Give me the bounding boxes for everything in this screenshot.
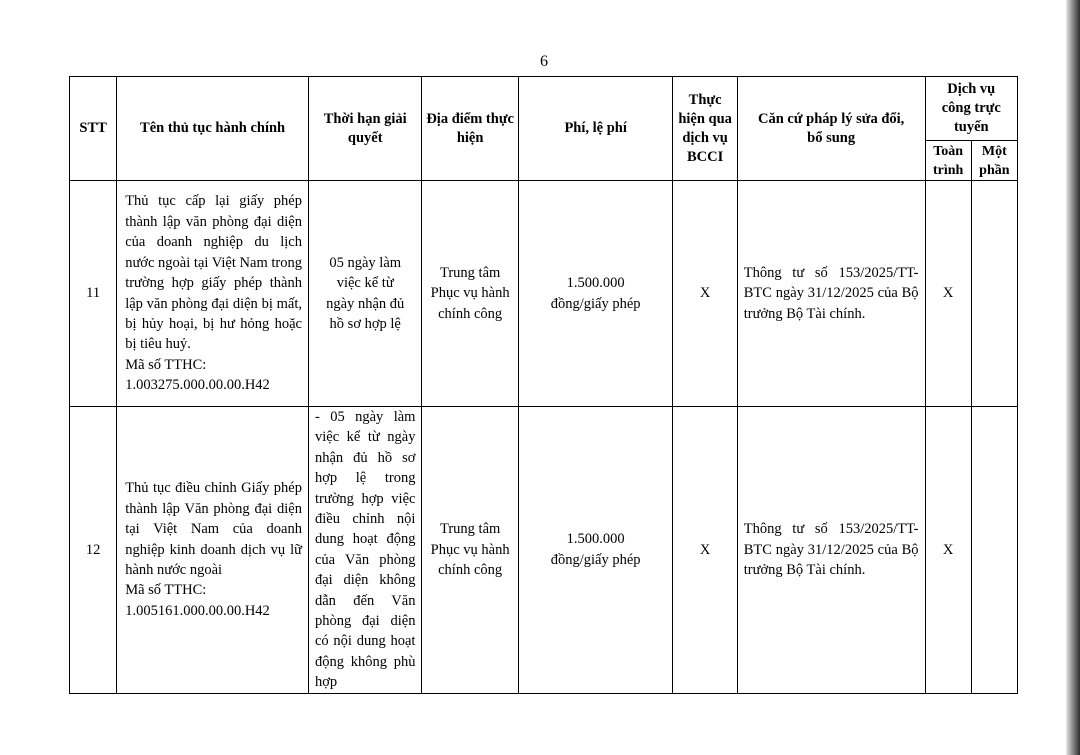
header-processing-time: Thời hạn giải quyết (308, 77, 421, 181)
procedure-name-text: Thủ tục điều chỉnh Giấy phép thành lập Văn phòng đại diện tại Việt Nam của doanh nghiệp kinh doanh dịch vụ lữ hành nước ngoài (125, 480, 302, 579)
page-number: 6 (540, 53, 548, 70)
table-row (70, 181, 1018, 407)
fee-unit: đồng/giấy phép (550, 551, 641, 568)
row-fee (518, 181, 673, 407)
row-processing-time: - 05 ngày làm việc kể từ ngày nhận đủ hồ sơ hợp lệ trong trường hợp việc điều chỉnh nội dung hoạt động của Văn phòng đại diện không dẫn đến Văn phòng đại diện có nội dung hoạt động không phù hợp (308, 407, 421, 694)
procedure-code: 1.005161.000.00.00.H42 (125, 602, 270, 619)
header-bcci: Thực hiện qua dịch vụ BCCI (673, 77, 737, 181)
procedure-code: 1.003275.000.00.00.H42 (125, 377, 270, 394)
fee-unit: đồng/giấy phép (550, 295, 641, 312)
header-procedure-name: Tên thủ tục hành chính (117, 77, 309, 181)
row-place: Trung tâm Phục vụ hành chính công (422, 407, 518, 694)
header-online-full: Toàn trình (925, 141, 971, 181)
row-stt: 11 (70, 181, 117, 407)
procedure-name-text: Thủ tục cấp lại giấy phép thành lập văn phòng đại diện của doanh nghiệp du lịch nước ngoài tại Việt Nam trong trường hợp giấy phép thành lập văn phòng đại diện bị mất, bị hủy hoại, bị hư hỏng hoặc bị tiêu huỷ. (125, 193, 302, 353)
procedure-code-label: Mã số TTHC: (125, 356, 207, 373)
procedures-table (69, 76, 1018, 694)
header-fee: Phí, lệ phí (518, 77, 673, 181)
page-edge-shadow (1066, 0, 1080, 755)
row-bcci-mark: X (673, 407, 737, 694)
row-procedure-name (117, 181, 309, 407)
header-online-partial: Một phần (971, 141, 1017, 181)
row-legal-basis: Thông tư số 153/2025/TT-BTC ngày 31/12/2025 của Bộ trưởng Bộ Tài chính. (737, 181, 925, 407)
row-procedure-name (117, 407, 309, 694)
row-online-partial-mark (971, 181, 1017, 407)
header-stt: STT (70, 77, 117, 181)
fee-amount: 1.500.000 (566, 531, 625, 548)
row-bcci-mark: X (673, 181, 737, 407)
header-place: Địa điểm thực hiện (422, 77, 518, 181)
row-online-full-mark: X (925, 407, 971, 694)
header-legal-basis: Căn cứ pháp lý sửa đổi, bổ sung (737, 77, 925, 181)
table-header-row (70, 77, 1018, 141)
header-online-service: Dịch vụ công trực tuyến (925, 77, 1017, 141)
fee-amount: 1.500.000 (566, 275, 625, 292)
row-processing-time: 05 ngày làm việc kể từ ngày nhận đủ hồ sơ hợp lệ (308, 181, 421, 407)
row-online-partial-mark (971, 407, 1017, 694)
table-row (70, 407, 1018, 694)
row-stt: 12 (70, 407, 117, 694)
row-place: Trung tâm Phục vụ hành chính công (422, 181, 518, 407)
procedure-code-label: Mã số TTHC: (125, 582, 207, 599)
row-fee (518, 407, 673, 694)
row-legal-basis: Thông tư số 153/2025/TT-BTC ngày 31/12/2025 của Bộ trưởng Bộ Tài chính. (737, 407, 925, 694)
row-online-full-mark: X (925, 181, 971, 407)
